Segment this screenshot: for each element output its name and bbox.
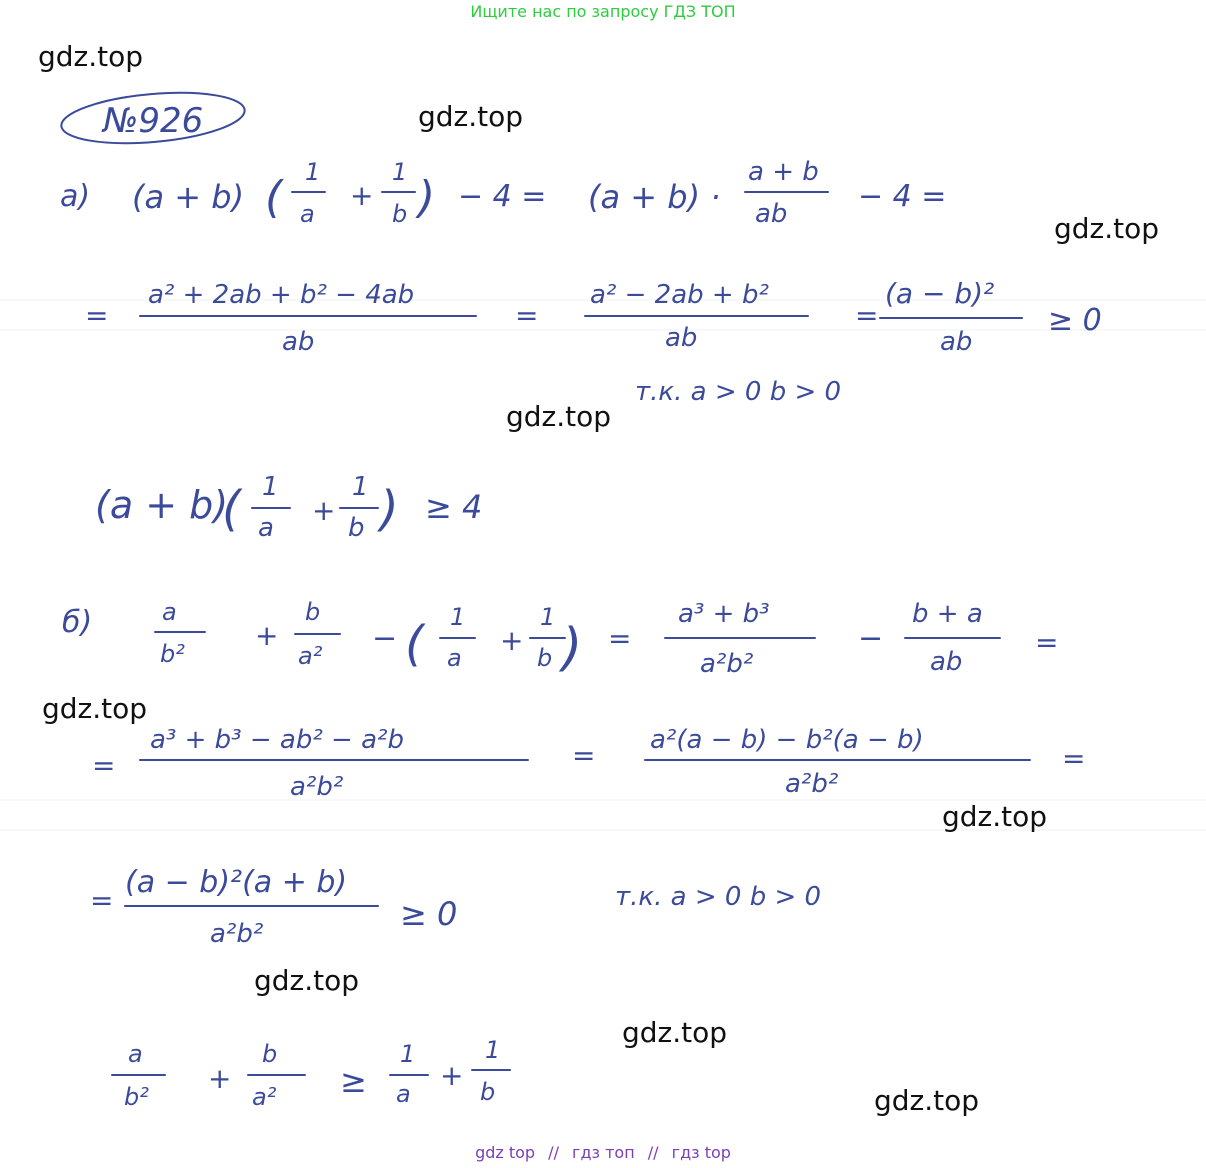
- watermark: gdz.top: [38, 40, 144, 73]
- b-line1-f3-den: a: [447, 644, 462, 672]
- b-line2-f2-den: a²b²: [785, 769, 839, 799]
- a-line1-close: ): [418, 172, 436, 223]
- b-line2-f2-num: a²(a − b) − b²(a − b): [650, 725, 924, 755]
- a-conc-ge: ≥ 4: [425, 488, 483, 526]
- a-line3-note: т.к. a > 0 b > 0: [635, 377, 842, 407]
- a-conc-f1-num: 1: [262, 472, 279, 502]
- a-line1-rhs-tail: − 4 =: [858, 179, 947, 214]
- a-conc-lhs: (a + b): [95, 483, 229, 527]
- search-banner[interactable]: Ищите нас по запросу ГДЗ ТОП: [470, 2, 736, 21]
- b-line1-f2-num: b: [305, 598, 321, 626]
- b-conc-f2-den: a²: [252, 1083, 277, 1111]
- watermark: gdz.top: [874, 1084, 980, 1117]
- watermark: gdz.top: [942, 800, 1048, 833]
- b-line3-ge0: ≥ 0: [400, 895, 458, 933]
- watermark: gdz.top: [622, 1016, 728, 1049]
- a-line2-eq3: =: [855, 299, 879, 332]
- watermark: gdz.top: [254, 964, 360, 997]
- b-line1-f1-num: a: [162, 598, 177, 626]
- b-conc-plus2: +: [440, 1059, 464, 1092]
- a-line2-eq: =: [85, 299, 109, 332]
- b-line1-close: ): [562, 618, 583, 678]
- footer-sep: //: [647, 1143, 659, 1162]
- b-conc-ge: ≥: [340, 1062, 367, 1100]
- a-conc-open: (: [222, 481, 241, 537]
- b-line1-minus2: −: [858, 621, 884, 656]
- b-line2-eq: =: [92, 749, 116, 782]
- b-line1-eq: =: [608, 622, 632, 655]
- a-line1-f2-den: b: [392, 200, 408, 228]
- a-line2-ge0: ≥ 0: [1048, 303, 1102, 338]
- b-line1-f6-den: ab: [930, 647, 963, 677]
- b-conc-f4-num: 1: [485, 1036, 501, 1064]
- b-line3-den: a²b²: [210, 919, 264, 949]
- a-line1-plus: +: [350, 179, 374, 212]
- b-line3-note: т.к. a > 0 b > 0: [615, 882, 822, 912]
- a-conc-plus: +: [312, 494, 336, 527]
- a-line2-f3-num: (a − b)²: [885, 277, 995, 310]
- part-b-label: б): [62, 605, 93, 640]
- b-conc-f3-num: 1: [400, 1040, 416, 1068]
- a-conc-f2-num: 1: [352, 472, 369, 502]
- b-line3-eq: =: [90, 884, 114, 917]
- a-line2-f2-num: a² − 2ab + b²: [590, 280, 769, 310]
- a-line1-rhs-num: a + b: [748, 157, 819, 187]
- a-line2-f1-num: a² + 2ab + b² − 4ab: [148, 280, 415, 310]
- a-line1-rhs-den: ab: [755, 199, 788, 229]
- b-line1-eq2: =: [1035, 626, 1059, 659]
- b-conc-plus: +: [208, 1062, 232, 1095]
- footer-link-gdz-top-ru[interactable]: гдз топ: [572, 1143, 635, 1162]
- a-line1-f1-num: 1: [305, 158, 321, 186]
- watermark: gdz.top: [1054, 212, 1160, 245]
- problem-number: №926: [103, 101, 204, 141]
- b-line1-f6-num: b + a: [912, 599, 983, 629]
- b-line1-f3-num: 1: [450, 603, 466, 631]
- a-line1-lhs: (a + b): [132, 178, 245, 216]
- b-line1-plus2: +: [500, 624, 524, 657]
- b-conc-f4-den: b: [480, 1078, 496, 1106]
- a-line2-f3-den: ab: [940, 327, 973, 357]
- a-conc-f1-den: a: [258, 513, 274, 543]
- a-line2-eq2: =: [515, 299, 539, 332]
- b-line1-f2-den: a²: [298, 642, 323, 670]
- b-line3-num: (a − b)²(a + b): [125, 865, 348, 900]
- footer-links: [0, 1143, 1206, 1162]
- b-line2-eq2: =: [572, 739, 596, 772]
- a-line2-f1-den: ab: [282, 327, 315, 357]
- watermark: gdz.top: [506, 400, 612, 433]
- b-line1-f5-den: a²b²: [700, 649, 754, 679]
- b-line1-minus: −: [372, 621, 398, 656]
- b-line2-f1-num: a³ + b³ − ab² − a²b: [150, 725, 404, 755]
- b-line2-eq3: =: [1062, 742, 1086, 775]
- a-conc-f2-den: b: [348, 513, 365, 543]
- watermark: gdz.top: [42, 692, 148, 725]
- a-line1-f1-den: a: [300, 200, 315, 228]
- b-line1-f1-den: b²: [160, 640, 185, 668]
- a-line1-f2-num: 1: [392, 158, 408, 186]
- b-line1-open: (: [405, 616, 424, 672]
- part-a-label: а): [60, 179, 91, 214]
- b-line1-f4-num: 1: [540, 603, 556, 631]
- a-line1-minus4: − 4 =: [458, 179, 547, 214]
- b-line2-f1-den: a²b²: [290, 772, 344, 802]
- a-conc-close: ): [380, 481, 399, 537]
- b-line1-f5-num: a³ + b³: [678, 599, 770, 629]
- a-line2-f2-den: ab: [665, 323, 698, 353]
- b-line1-plus: +: [255, 619, 279, 652]
- footer-link-gdz-top[interactable]: gdz top: [475, 1143, 536, 1162]
- footer-sep: //: [548, 1143, 559, 1162]
- b-conc-f3-den: a: [396, 1080, 411, 1108]
- b-conc-f1-den: b²: [124, 1083, 149, 1111]
- a-line1-open: (: [265, 172, 283, 223]
- b-line1-f4-den: b: [537, 644, 553, 672]
- a-line1-rhs-factor: (a + b) ·: [588, 178, 721, 216]
- watermark: gdz.top: [418, 100, 524, 133]
- b-conc-f2-num: b: [262, 1040, 278, 1068]
- footer-link-gdz-top-mixed[interactable]: гдз top: [671, 1143, 731, 1162]
- b-conc-f1-num: a: [128, 1040, 143, 1068]
